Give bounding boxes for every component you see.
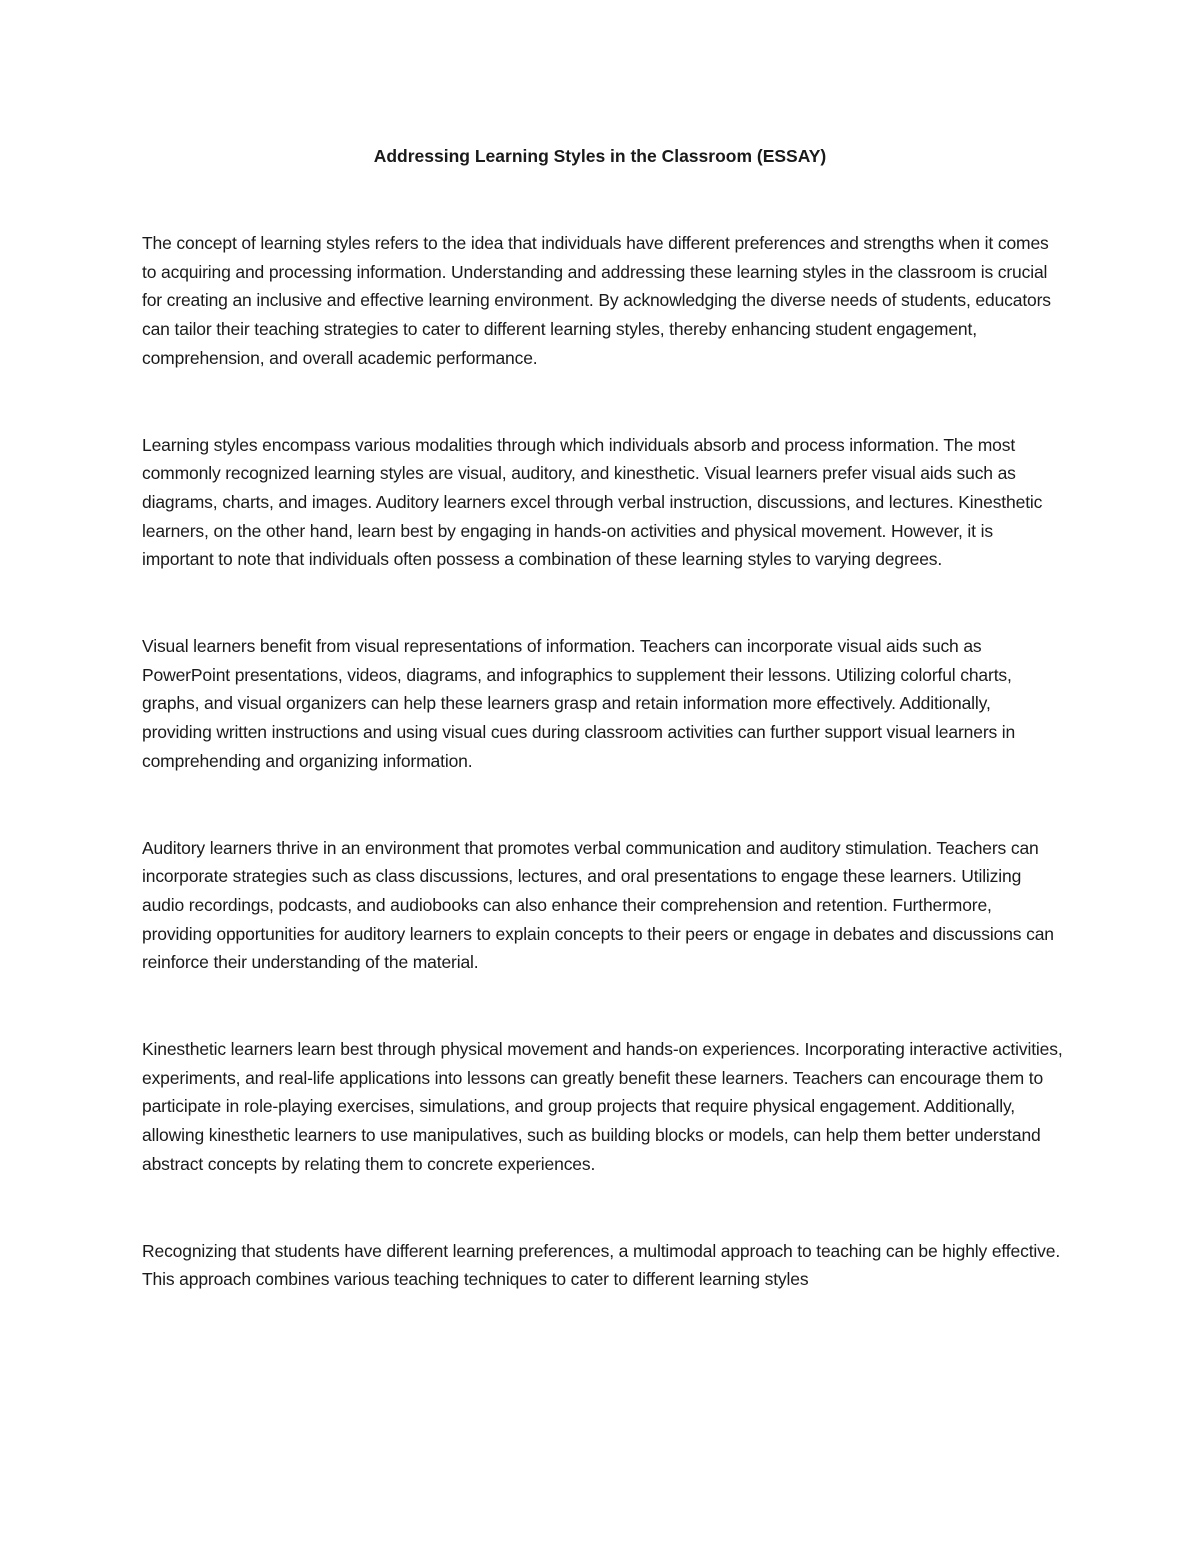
paragraph-multimodal: Recognizing that students have different learning preferences, a multimodal approach to teaching can be highly effective. This approach combines various teaching techniques to cater to different learning styles [142,1240,1061,1290]
paragraph-auditory-learners: Auditory learners thrive in an environment that promotes verbal communication and auditory stimulation. Teachers can incorporate strategies such as class discussions, lectures, and oral presentations to engage these learners. Utilizing audio recordings, podcasts, and audiobooks can also enhance their comprehension and retention. Furthermore, providing opportunities for auditory learners to explain concepts to their peers or engage in debates and discussions can reinforce their understanding of the material. [142,837,1054,973]
paragraph-learning-styles: Learning styles encompass various modalities through which individuals absorb and process information. The most commonly recognized learning styles are visual, auditory, and kinesthetic. Visual learners prefer visual aids such as diagrams, charts, and images. Auditory learners excel through verbal instruction, discussions, and lectures. Kinesthetic learners, on the other hand, learn best by engaging in hands-on activities and physical movement. However, it is important to note that individuals often possess a combination of these learning styles to varying degrees. [142,434,1043,570]
document-title: Addressing Learning Styles in the Classroom (ESSAY) [373,146,827,166]
paragraph-kinesthetic-learners: Kinesthetic learners learn best through physical movement and hands-on experiences. Incorporating interactive activities, experiments, and real-life applications into lessons can greatly benefit these learners. Teachers can encourage them to participate in role-playing exercises, simulations, and group projects that require physical engagement. Additionally, allowing kinesthetic learners to use manipulatives, such as building blocks or models, can help them better understand abstract concepts by relating them to concrete experiences. [142,1039,1063,1174]
paragraph-intro: The concept of learning styles refers to the idea that individuals have different preferences and strengths when it comes to acquiring and processing information. Understanding and addressing these learning styles in the classroom is crucial for creating an inclusive and effective learning environment. By acknowledging the diverse needs of students, educators can tailor their teaching strategies to cater to different learning styles, thereby enhancing student engagement, comprehension, and overall academic performance. [142,233,1051,368]
document-body [142,229,1064,1294]
paragraph-visual-learners: Visual learners benefit from visual representations of information. Teachers can incorporate visual aids such as PowerPoint presentations, videos, diagrams, and infographics to supplement their lessons. Utilizing colorful charts, graphs, and visual organizers can help these learners grasp and retain information more effectively. Additionally, providing written instructions and using visual cues during classroom activities can further support visual learners in comprehending and organizing information. [142,636,1016,771]
